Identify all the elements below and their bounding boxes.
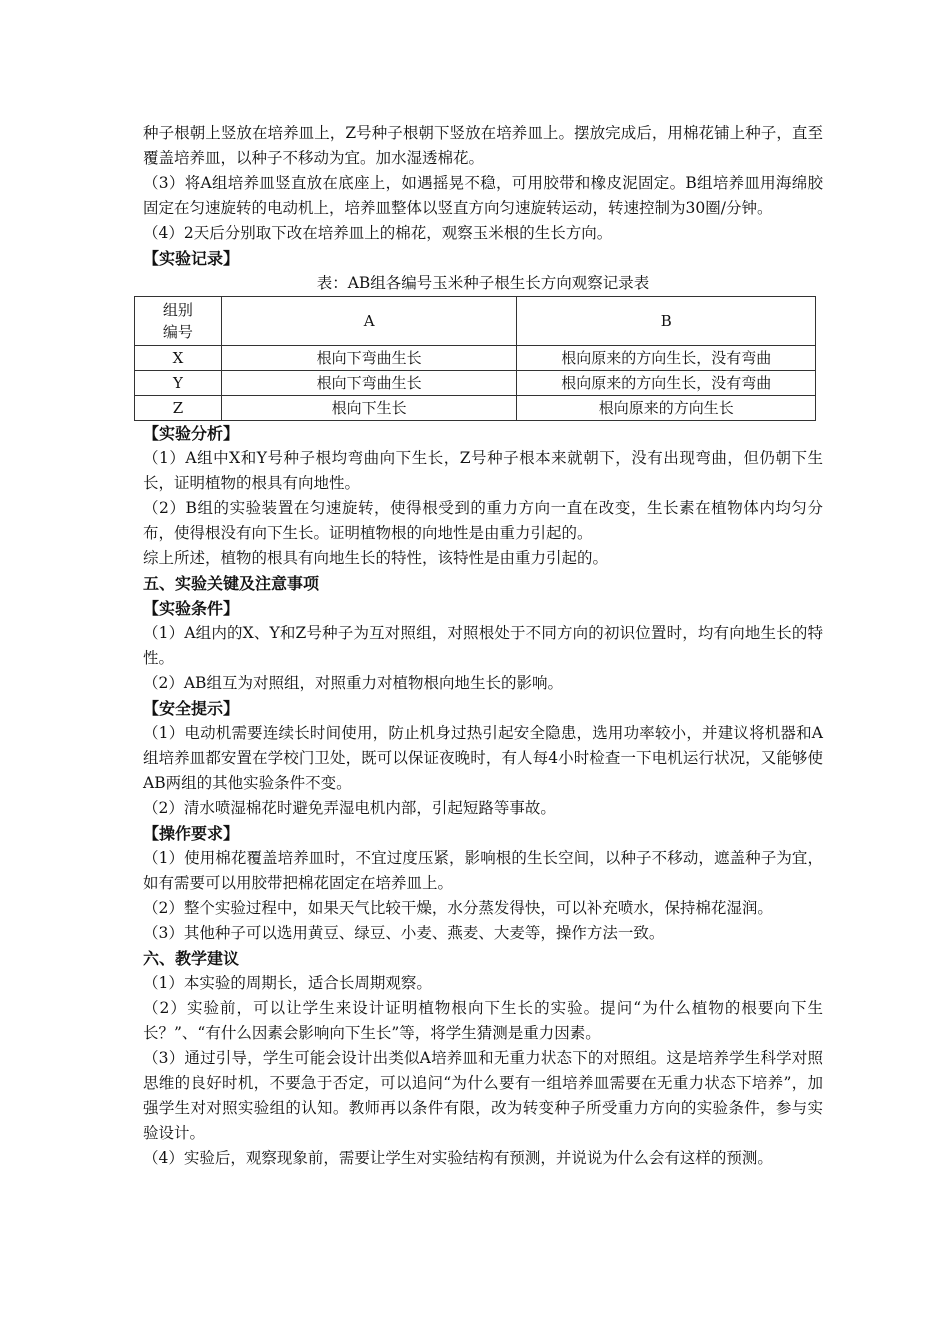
- cell-a: 根向下生长: [221, 396, 517, 421]
- teaching-paragraph: （1）本实验的周期长，适合长周期观察。: [143, 974, 432, 992]
- cell-b: 根向原来的方向生长，没有弯曲: [517, 371, 816, 396]
- cell-a: 根向下弯曲生长: [221, 346, 517, 371]
- teaching-paragraph: （3）通过引导，学生可能会设计出类似A培养皿和无重力状态下的对照组。这是培养学生科学对照思维的良好时机，不要急于否定，可以追问“为什么要有一组培养皿需要在无重力状态下培养”，加强学生对对照实验组的认知。教师再以条件有限，改为转变种子所受重力方向的实验条件，参与实验设计。: [143, 1049, 823, 1142]
- analysis-paragraph: （1）A组中X和Y号种子根均弯曲向下生长，Z号种子根本来就朝下，没有出现弯曲，但仍朝下生长，证明植物的根具有向地性。: [143, 449, 823, 492]
- table-corner-cell: [135, 297, 222, 346]
- intro-paragraph: （4）2天后分别取下改在培养皿上的棉花，观察玉米根的生长方向。: [143, 224, 613, 242]
- safety-heading: 【安全提示】: [143, 699, 240, 718]
- analysis-heading: 【实验分析】: [143, 424, 240, 443]
- operations-heading: 【操作要求】: [143, 824, 240, 843]
- section-five-heading: 五、实验关键及注意事项: [143, 574, 320, 593]
- operations-paragraph: （2）整个实验过程中，如果天气比较干燥，水分蒸发得快，可以补充喷水，保持棉花湿润。: [143, 899, 773, 917]
- cell-b: 根向原来的方向生长，没有弯曲: [517, 346, 816, 371]
- operations-paragraph: （1）使用棉花覆盖培养皿时，不宜过度压紧，影响根的生长空间，以种子不移动，遮盖种子为宜，如有需要可以用胶带把棉花固定在培养皿上。: [143, 849, 823, 892]
- operations-paragraph: （3）其他种子可以选用黄豆、绿豆、小麦、燕麦、大麦等，操作方法一致。: [143, 924, 665, 942]
- table-row: [135, 371, 816, 396]
- conditions-heading: 【实验条件】: [143, 599, 240, 618]
- cell-a: 根向下弯曲生长: [221, 371, 517, 396]
- analysis-paragraph: 综上所述，植物的根具有向地生长的特性，该特性是由重力引起的。: [143, 549, 609, 567]
- table-row: [135, 396, 816, 421]
- conditions-paragraph: （1）A组内的X、Y和Z号种子为互对照组，对照根处于不同方向的初识位置时，均有向地生长的特性。: [143, 624, 823, 667]
- row-id-cell: X: [135, 346, 222, 371]
- teaching-paragraph: （2）实验前，可以让学生来设计证明植物根向下生长的实验。提问“为什么植物的根要向下生长？”、“有什么因素会影响向下生长”等，将学生猜测是重力因素。: [143, 999, 823, 1042]
- table-row: [135, 346, 816, 371]
- analysis-paragraph: （2）B组的实验装置在匀速旋转，使得根受到的重力方向一直在改变，生长素在植物体内均匀分布，使得根没有向下生长。证明植物根的向地性是由重力引起的。: [143, 499, 823, 542]
- teaching-paragraph: （4）实验后，观察现象前，需要让学生对实验结构有预测，并说说为什么会有这样的预测。: [143, 1149, 773, 1167]
- corner-top-label: 组别: [162, 301, 193, 319]
- safety-paragraph: （1）电动机需要连续长时间使用，防止机身过热引起安全隐患，选用功率较小，并建议将机器和A组培养皿都安置在学校门卫处，既可以保证夜晚时，有人每4小时检查一下电机运行状况，又能够使AB两组的其他实验条件不变。: [143, 724, 823, 792]
- record-table: [134, 296, 816, 421]
- table-header-row: [135, 297, 816, 346]
- table-caption: 表：AB组各编号玉米种子根生长方向观察记录表: [316, 274, 650, 292]
- section-six-heading: 六、教学建议: [143, 949, 240, 968]
- corner-bottom-label: 编号: [162, 323, 193, 341]
- column-header-b: B: [517, 297, 816, 346]
- record-heading: 【实验记录】: [143, 249, 240, 268]
- row-id-cell: Z: [135, 396, 222, 421]
- row-id-cell: Y: [135, 371, 222, 396]
- intro-paragraph: （3）将A组培养皿竖直放在底座上，如遇摇晃不稳，可用胶带和橡皮泥固定。B组培养皿用海绵胶固定在匀速旋转的电动机上，培养皿整体以竖直方向匀速旋转运动，转速控制为30圈/分钟。: [143, 174, 823, 217]
- intro-paragraph: 种子根朝上竖放在培养皿上，Z号种子根朝下竖放在培养皿上。摆放完成后，用棉花铺上种子，直至覆盖培养皿，以种子不移动为宜。加水湿透棉花。: [143, 124, 823, 167]
- document-body: [143, 121, 823, 1171]
- conditions-paragraph: （2）AB组互为对照组，对照重力对植物根向地生长的影响。: [143, 674, 563, 692]
- cell-b: 根向原来的方向生长: [517, 396, 816, 421]
- safety-paragraph: （2）清水喷湿棉花时避免弄湿电机内部，引起短路等事故。: [143, 799, 556, 817]
- column-header-a: A: [221, 297, 517, 346]
